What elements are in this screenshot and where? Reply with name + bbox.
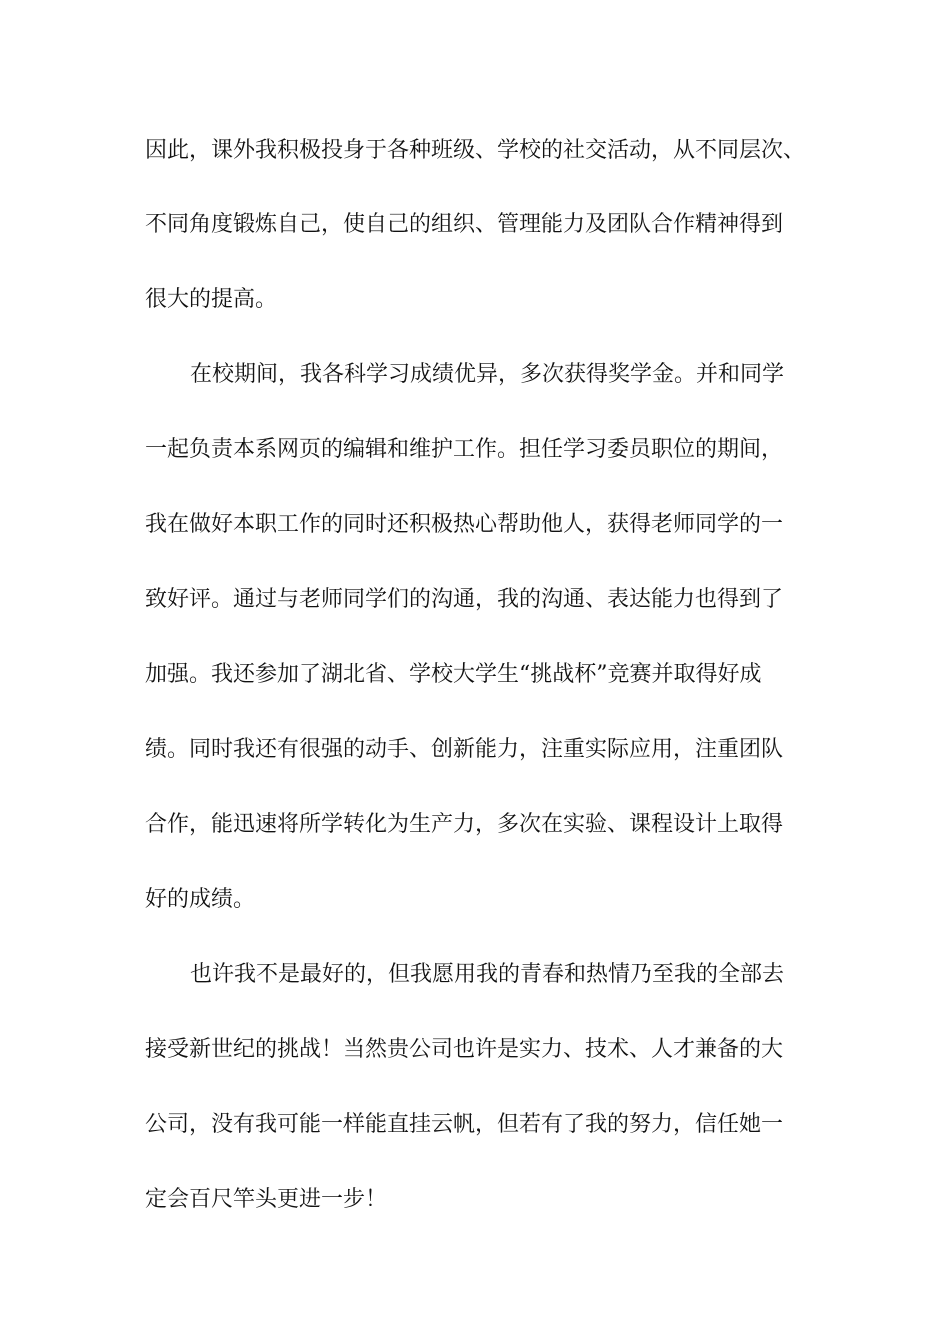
text-line: 绩。同时我还有很强的动手、创新能力，注重实际应用，注重团队 <box>145 737 784 762</box>
text-line: 定会百尺竿头更进一步！ <box>145 1187 388 1212</box>
text-line: 很大的提高。 <box>145 287 278 312</box>
text-line: 公司，没有我可能一样能直挂云帆，但若有了我的努力，信任她一 <box>145 1112 784 1137</box>
text-line: 也许我不是最好的，但我愿用我的青春和热情乃至我的全部去 <box>190 962 785 987</box>
text-line: 在校期间，我各科学习成绩优异，多次获得奖学金。并和同学 <box>190 362 785 387</box>
text-line: 因此，课外我积极投身于各种班级、学校的社交活动，从不同层次、 <box>145 138 806 163</box>
text-line: 不同角度锻炼自己，使自己的组织、管理能力及团队合作精神得到 <box>145 212 784 237</box>
text-line: 好的成绩。 <box>145 887 256 912</box>
text-line: 加强。我还参加了湖北省、学校大学生“挑战杯”竞赛并取得好成 <box>145 662 762 687</box>
text-line: 合作，能迅速将所学转化为生产力，多次在实验、课程设计上取得 <box>145 812 784 837</box>
text-line: 接受新世纪的挑战！当然贵公司也许是实力、技术、人才兼备的大 <box>145 1037 784 1062</box>
text-line: 一起负责本系网页的编辑和维护工作。担任学习委员职位的期间， <box>145 437 784 462</box>
text-line: 我在做好本职工作的同时还积极热心帮助他人，获得老师同学的一 <box>145 512 784 537</box>
text-line: 致好评。通过与老师同学们的沟通，我的沟通、表达能力也得到了 <box>145 587 784 612</box>
